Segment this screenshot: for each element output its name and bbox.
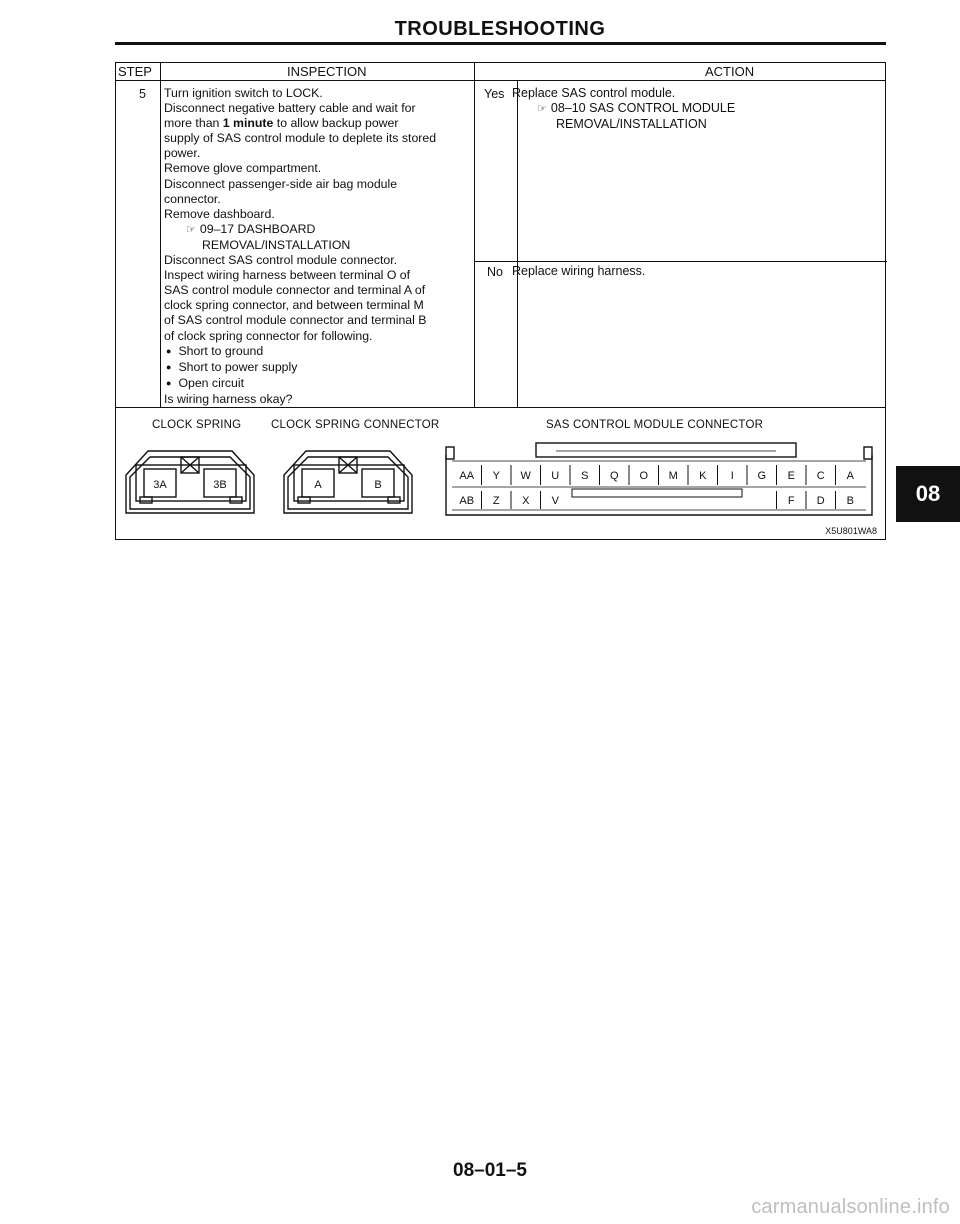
inspection-line: of SAS control module connector and terminal B bbox=[164, 313, 427, 328]
reference-text: 09–17 DASHBOARD bbox=[199, 221, 316, 236]
step-number: 5 bbox=[139, 87, 146, 101]
page-title: TROUBLESHOOTING bbox=[394, 18, 606, 40]
watermark: carmanualsonline.info bbox=[751, 1196, 950, 1218]
figure-code: X5U801WA8 bbox=[825, 526, 877, 536]
sas-terminal-label: S bbox=[581, 470, 589, 482]
inspection-line: Disconnect SAS control module connector. bbox=[164, 253, 398, 268]
reference-line bbox=[512, 101, 735, 117]
inspection-line: of clock spring connector for following. bbox=[164, 328, 373, 343]
connector-figure bbox=[115, 407, 886, 540]
answer-no: No bbox=[487, 265, 503, 279]
sas-terminal-label: B bbox=[846, 495, 854, 507]
action-no bbox=[512, 264, 645, 279]
clock-spring-diagram bbox=[126, 451, 254, 513]
reference-text: 08–10 SAS CONTROL MODULE bbox=[550, 101, 736, 115]
inspection-line: Turn ignition switch to LOCK. bbox=[164, 86, 323, 100]
title-rule bbox=[115, 42, 886, 45]
inspection-line bbox=[164, 116, 474, 131]
inspection-line: SAS control module connector and terminal A of bbox=[164, 283, 426, 298]
sas-terminal-label: I bbox=[730, 470, 734, 482]
action-line: Replace SAS control module. bbox=[512, 86, 676, 100]
sas-terminal-label: F bbox=[787, 495, 795, 507]
bullet-item: ● Short to ground bbox=[164, 344, 474, 360]
sas-terminal-label: M bbox=[668, 470, 678, 482]
table-header-row bbox=[116, 63, 885, 81]
inspection-line: connector. bbox=[164, 191, 221, 206]
inspection-text: more than bbox=[164, 116, 220, 131]
action-line: Replace wiring harness. bbox=[512, 264, 646, 278]
bullet-item: ● Short to power supply bbox=[164, 360, 474, 376]
header-inspection: INSPECTION bbox=[287, 64, 367, 79]
label-sas-connector: SAS CONTROL MODULE CONNECTOR bbox=[546, 419, 764, 431]
connector-diagrams bbox=[116, 407, 887, 540]
section-tab: 08 bbox=[896, 466, 960, 522]
answer-yes: Yes bbox=[484, 87, 505, 101]
terminal-label: A bbox=[314, 479, 322, 491]
header-step: STEP bbox=[118, 64, 152, 79]
inspection-line: Disconnect negative battery cable and wait for bbox=[164, 101, 416, 116]
inspection-text: to allow backup power bbox=[276, 116, 399, 131]
inspection-line: Disconnect passenger-side air bag module bbox=[164, 176, 398, 191]
inspection-line: Inspect wiring harness between terminal O of bbox=[164, 268, 411, 283]
column-divider-inspection bbox=[474, 63, 475, 407]
emphasis-duration: 1 minute bbox=[222, 116, 274, 131]
sas-terminal-label: Q bbox=[609, 470, 619, 482]
sas-terminal-label: E bbox=[787, 470, 795, 482]
inspection-steps bbox=[164, 86, 474, 407]
column-divider-step bbox=[160, 63, 161, 407]
sas-terminal-label: Z bbox=[492, 495, 500, 507]
clock-spring-connector-diagram bbox=[284, 451, 412, 513]
label-clock-spring: CLOCK SPRING bbox=[152, 419, 242, 431]
label-clock-spring-connector: CLOCK SPRING CONNECTOR bbox=[271, 419, 440, 431]
reference-line bbox=[164, 222, 474, 238]
inspection-line: supply of SAS control module to deplete its stored bbox=[164, 131, 437, 146]
row-separator bbox=[474, 261, 887, 262]
bullet-item: ● Open circuit bbox=[164, 376, 474, 392]
sas-terminal-label: C bbox=[816, 470, 825, 482]
header-action: ACTION bbox=[705, 64, 755, 79]
sas-terminal-label: AA bbox=[459, 470, 475, 482]
sas-terminal-label: X bbox=[522, 495, 530, 507]
sas-terminal-label: U bbox=[551, 470, 560, 482]
terminal-label: 3A bbox=[153, 479, 167, 491]
sas-terminal-label: Y bbox=[492, 470, 500, 482]
sas-connector-diagram bbox=[446, 443, 872, 515]
inspection-question: Is wiring harness okay? bbox=[164, 391, 293, 406]
sas-terminal-label: V bbox=[551, 495, 559, 507]
inspection-line: Remove glove compartment. bbox=[164, 161, 322, 176]
page-number: 08–01–5 bbox=[453, 1160, 527, 1181]
terminal-label: 3B bbox=[213, 479, 227, 491]
sas-terminal-label: O bbox=[639, 470, 649, 482]
sas-terminal-label: W bbox=[520, 470, 531, 482]
sas-terminal-label: G bbox=[757, 470, 767, 482]
sas-terminal-label: D bbox=[816, 495, 825, 507]
action-yes bbox=[512, 86, 735, 132]
inspection-line: clock spring connector, and between terminal M bbox=[164, 298, 424, 313]
reference-line: REMOVAL/INSTALLATION bbox=[202, 237, 351, 252]
sas-terminal-label: K bbox=[699, 470, 707, 482]
inspection-line: Remove dashboard. bbox=[164, 206, 275, 221]
sas-terminal-label: A bbox=[846, 470, 854, 482]
sas-terminal-label: AB bbox=[459, 495, 475, 507]
reference-pointer-icon: ☞ bbox=[186, 223, 196, 236]
inspection-line: power. bbox=[164, 146, 201, 161]
reference-pointer-icon: ☞ bbox=[537, 103, 547, 115]
troubleshooting-table bbox=[115, 62, 886, 408]
terminal-label: B bbox=[374, 479, 382, 491]
reference-line: REMOVAL/INSTALLATION bbox=[556, 117, 707, 131]
